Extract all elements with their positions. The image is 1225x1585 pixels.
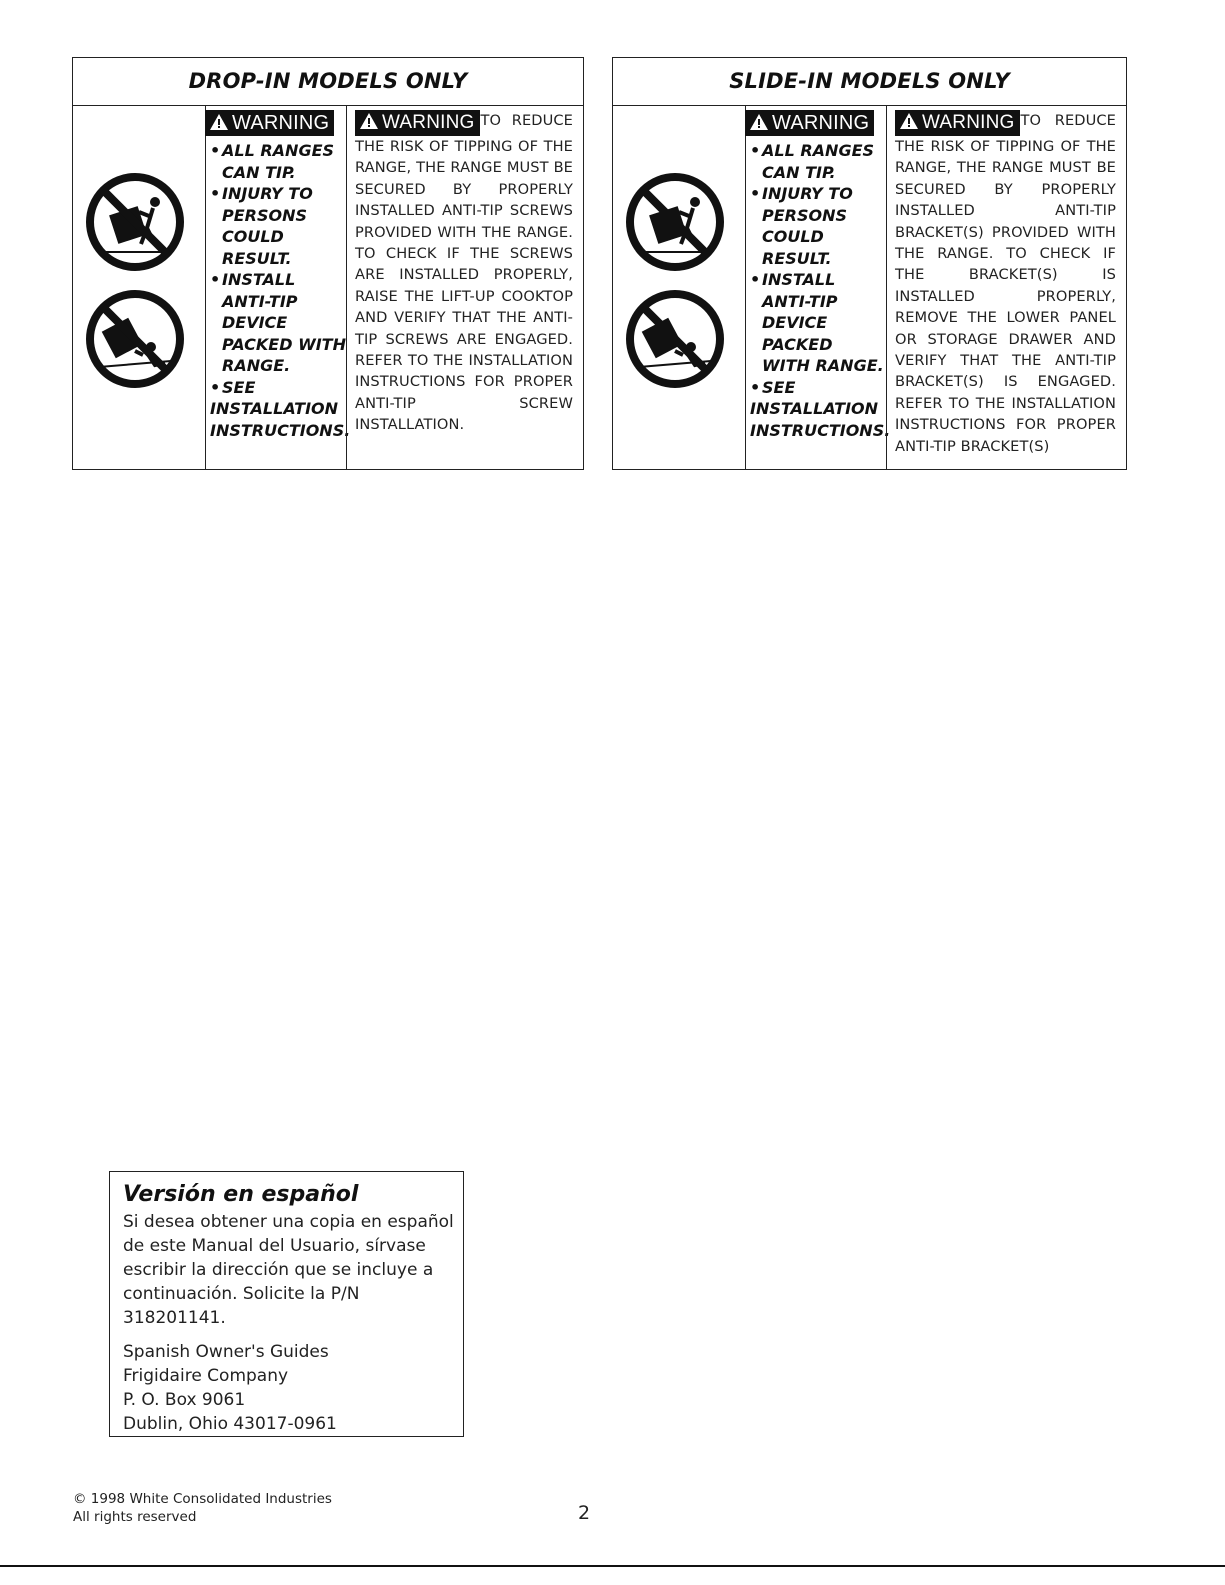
warning-point-line: • ALL RANGES — [750, 141, 875, 160]
drop-in-warning-label — [72, 57, 584, 470]
warning-triangle-icon — [749, 113, 769, 131]
warning-point-line: • INSTALL — [750, 270, 836, 289]
warning-triangle-icon — [899, 112, 919, 130]
warning-point-line: PERSONS — [222, 205, 308, 225]
warning-badge: WARNING — [355, 110, 480, 136]
range-falling-on-person-icon — [625, 289, 725, 389]
warning-point-line: • INSTALL — [210, 270, 296, 289]
warning-badge: WARNING — [205, 110, 334, 136]
warning-point-line: COULD — [222, 227, 284, 246]
warning-points-list — [746, 136, 891, 441]
mailing-address — [123, 1340, 463, 1436]
range-falling-on-person-icon — [85, 289, 185, 389]
warning-point-line: PACKED — [762, 334, 833, 354]
long-warning-column — [346, 106, 583, 469]
tipping-range-person-icon — [625, 172, 725, 272]
bottom-rule — [0, 1565, 1225, 1567]
warning-point-line: • SEE — [210, 377, 256, 397]
warning-point-line: PERSONS — [762, 205, 848, 225]
warning-point-line: CAN TIP. — [762, 162, 836, 182]
warning-badge: WARNING — [745, 110, 874, 136]
warning-points-list — [206, 136, 351, 441]
slide-in-warning-label — [612, 57, 1127, 470]
text-line: 318201141. — [123, 1308, 226, 1328]
warning-point-line: INSTRUCTIONS. — [210, 420, 351, 440]
label-title: DROP-IN MODELS ONLY — [73, 58, 583, 106]
warning-triangle-icon — [209, 113, 229, 131]
page-number: 2 — [578, 1502, 591, 1524]
warning-point-line: WITH RANGE. — [762, 356, 884, 375]
long-warning-column — [886, 106, 1126, 469]
text-line: Si desea obtener una copia en español — [123, 1212, 454, 1232]
warning-point-line: • ALL RANGES — [210, 141, 335, 160]
tipping-range-person-icon — [85, 172, 185, 272]
warning-point-line: COULD — [762, 227, 824, 246]
warning-point-line: CAN TIP. — [222, 162, 296, 182]
warning-point-line: • SEE — [750, 377, 796, 397]
warning-point-line: RANGE. — [222, 356, 291, 375]
text-line: Dublin, Ohio 43017-0961 — [123, 1414, 337, 1434]
warning-point-line: RESULT. — [222, 248, 292, 268]
warning-point-line: • INJURY TO — [750, 184, 853, 203]
short-warning-column — [205, 106, 351, 469]
warning-point-line: ANTI-TIP — [222, 291, 298, 311]
warning-point-line: DEVICE — [762, 313, 828, 332]
spanish-body — [123, 1210, 463, 1330]
text-line: de este Manual del Usuario, sírvase — [123, 1236, 426, 1256]
warning-point-line: INSTRUCTIONS. — [750, 420, 891, 440]
pictogram-column — [73, 106, 205, 469]
warning-point-line: DEVICE — [222, 313, 288, 332]
spanish-version-notice — [109, 1171, 464, 1437]
spanish-title: Versión en español — [123, 1182, 359, 1207]
label-title: SLIDE-IN MODELS ONLY — [613, 58, 1126, 106]
warning-point-line: • INJURY TO — [210, 184, 313, 203]
warning-point-line: PACKED WITH — [222, 334, 346, 354]
warning-point-line: ANTI-TIP — [762, 291, 838, 311]
text-line: continuación. Solicite la P/N — [123, 1284, 360, 1304]
warning-point-line: INSTALLATION — [750, 399, 879, 418]
warning-paragraph: WARNING TO REDUCE THE RISK OF TIPPING OF THE RANGE, THE RANGE MUST BE SECURED BY PROPERLY INSTALLED ANTI-TIP BRACKET(S) PROVIDED WITH THE RANGE. TO CHECK IF THE BRACKET(S) IS INSTALLED PROPERLY, REMOVE THE LOWER PANEL OR STORAGE DRAWER AND VERIFY THAT THE ANTI-TIP BRACKET(S) IS ENGAGED. REFER TO THE INSTALLATION INSTRUCTIONS FOR PROPER ANTI-TIP BRACKET(S) — [895, 112, 1116, 455]
text-line: Spanish Owner's Guides — [123, 1342, 329, 1362]
warning-badge: WARNING — [895, 110, 1020, 136]
short-warning-column — [745, 106, 891, 469]
copyright: © 1998 White Consolidated Industries All rights reserved — [73, 1491, 332, 1525]
text-line: escribir la dirección que se incluye a — [123, 1260, 434, 1280]
warning-point-line: RESULT. — [762, 248, 832, 268]
warning-point-line: INSTALLATION — [210, 399, 339, 418]
pictogram-column — [613, 106, 745, 469]
warning-triangle-icon — [359, 112, 379, 130]
warning-paragraph: WARNING TO REDUCE THE RISK OF TIPPING OF THE RANGE, THE RANGE MUST BE SECURED BY PROPERLY INSTALLED ANTI-TIP SCREWS PROVIDED WITH THE RANGE. TO CHECK IF THE SCREWS ARE INSTALLED PROPERLY, RAISE THE LIFT-UP COOKTOP AND VERIFY THAT THE ANTI-TIP SCREWS ARE ENGAGED. REFER TO THE INSTALLATION INSTRUCTIONS FOR PROPER ANTI-TIP SCREW INSTALLATION. — [355, 112, 573, 434]
text-line: Frigidaire Company — [123, 1366, 289, 1386]
text-line: P. O. Box 9061 — [123, 1390, 246, 1410]
